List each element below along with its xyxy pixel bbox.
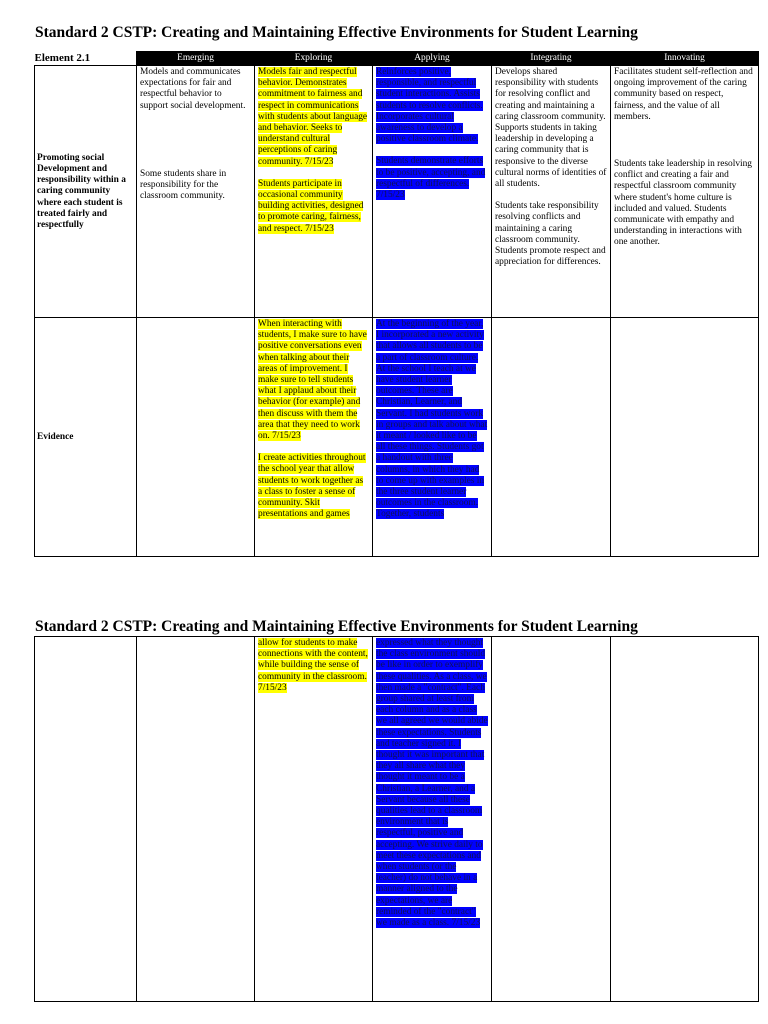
page-title: Standard 2 CSTP: Creating and Maintaining Effective Environments for Student Learning xyxy=(35,24,638,41)
rubric-table-continued xyxy=(34,636,759,1002)
row-label-evidence: Evidence xyxy=(35,318,137,557)
highlighted-text: I create activities throughout the school year that allow students to work together as a class to foster a sense of community. Skit presentations and games xyxy=(258,453,366,520)
cell-exploring-continued xyxy=(255,637,373,1002)
selected-text: At the beginning of the year, I incorporated a new activity that allows all students to be a part of classroom culture. At the school I teach at we have student learner outcomes. These are Christian, Learner, and Servant. I had students work in groups and talk about what it meant / looked like to be all these things. Students got a handout with three columns, in which they had to come up with examples in the three student learner outcomes in the classroom. Together, students xyxy=(376,319,488,520)
element-label: Element 2.1 xyxy=(35,52,137,66)
selected-text: Reinforces positive, responsible, and respectful student interactions. Assists students to resolve conflicts. Incorporates cultural awareness to develop a positive classroom climate. xyxy=(376,67,483,145)
cell-evidence-emerging xyxy=(137,318,255,557)
highlighted-text: Models fair and respectful behavior. Demonstrates commitment to fairness and respect in communications with students about language and behavior. Seeks to understand cultural perceptions of caring community. 7/15/23 xyxy=(258,67,368,167)
cell-applying-continued xyxy=(373,637,492,1002)
cell-label-continued xyxy=(35,637,137,1002)
cell-text: Students take responsibility resolving conflicts and maintaining a caring classroom community. Students promote respect and appreciation for differences. xyxy=(495,201,606,268)
cell-innovating-continued xyxy=(611,637,759,1002)
table-row xyxy=(35,637,759,1002)
column-header-applying: Applying xyxy=(373,52,492,66)
cell-evidence-applying xyxy=(373,318,492,557)
cell-text: Students take leadership in resolving conflict and creating a fair and respectful classroom community where student's home culture is included and valued. Students communicate with empathy and understanding in interactions with one another. xyxy=(614,159,752,248)
cell-text: Develops shared responsibility with students for resolving conflict and creating and maintaining a caring classroom community. Supports students in taking leadership in developing a caring community that is responsive to the diverse cultural norms of identities of all students. xyxy=(495,67,607,190)
column-header-innovating: Innovating xyxy=(611,52,759,66)
column-header-emerging: Emerging xyxy=(137,52,255,66)
highlighted-text: Students participate in occasional community building activities, designed to promote caring, fairness, and respect. 7/15/23 xyxy=(258,178,364,234)
page-title-2: Standard 2 CSTP: Creating and Maintaining Effective Environments for Student Learning xyxy=(35,618,638,635)
table-row xyxy=(35,66,759,318)
cell-innovating xyxy=(611,66,759,318)
cell-emerging-continued xyxy=(137,637,255,1002)
cell-text: Some students share in responsibility for the classroom community. xyxy=(140,168,227,202)
cell-applying xyxy=(373,66,492,318)
cell-text: Models and communicates expectations for fair and respectful behavior to support social development. xyxy=(140,67,246,111)
highlighted-text: When interacting with students, I make sure to have positive conversations even when talking about their areas of improvement. I make sure to tell students what I applaud about their behavior (for example) and then discuss with them the area that they need to work on. 7/15/23 xyxy=(258,319,367,442)
selected-text: expressed what they thought the class environment should be like in order to exemplify these qualities. As a class, we then made a "contract". Each group shared at least from each column and as a class we all agreed we would abide these expectations. Students and teacher signed it. I thought it was important that they all share what they thought it meant to be a Christian, a Learner, and a Servant because all these qualities lead to a classroom environment that is respectful, positive and accepting. We strive daily to meet these expectations and when students (or the teacher) do not behave in a manner aligned to the expectations, we are reminded of the "contract" we made as a class. 7/15/23 xyxy=(376,638,488,929)
cell-integrating xyxy=(492,66,611,318)
column-header-exploring: Exploring xyxy=(255,52,373,66)
rubric-table xyxy=(34,51,759,557)
column-header-integrating: Integrating xyxy=(492,52,611,66)
selected-text: Students demonstrate efforts to be positive, accepting, and respectful of differences. 7/15/23 xyxy=(376,156,486,201)
table-row xyxy=(35,318,759,557)
cell-evidence-exploring xyxy=(255,318,373,557)
cell-emerging xyxy=(137,66,255,318)
cell-evidence-innovating xyxy=(611,318,759,557)
cell-evidence-integrating xyxy=(492,318,611,557)
cell-text: Facilitates student self-reflection and ongoing improvement of the caring community based on respect, fairness, and the value of all members. xyxy=(614,67,753,122)
cell-integrating-continued xyxy=(492,637,611,1002)
highlighted-text: allow for students to make connections with the content, while building the sense of community in the classroom. 7/15/23 xyxy=(258,638,368,693)
row-label-promoting: Promoting social Development and responsibility within a caring community where each student is treated fairly and respectfully xyxy=(35,66,137,318)
cell-exploring xyxy=(255,66,373,318)
